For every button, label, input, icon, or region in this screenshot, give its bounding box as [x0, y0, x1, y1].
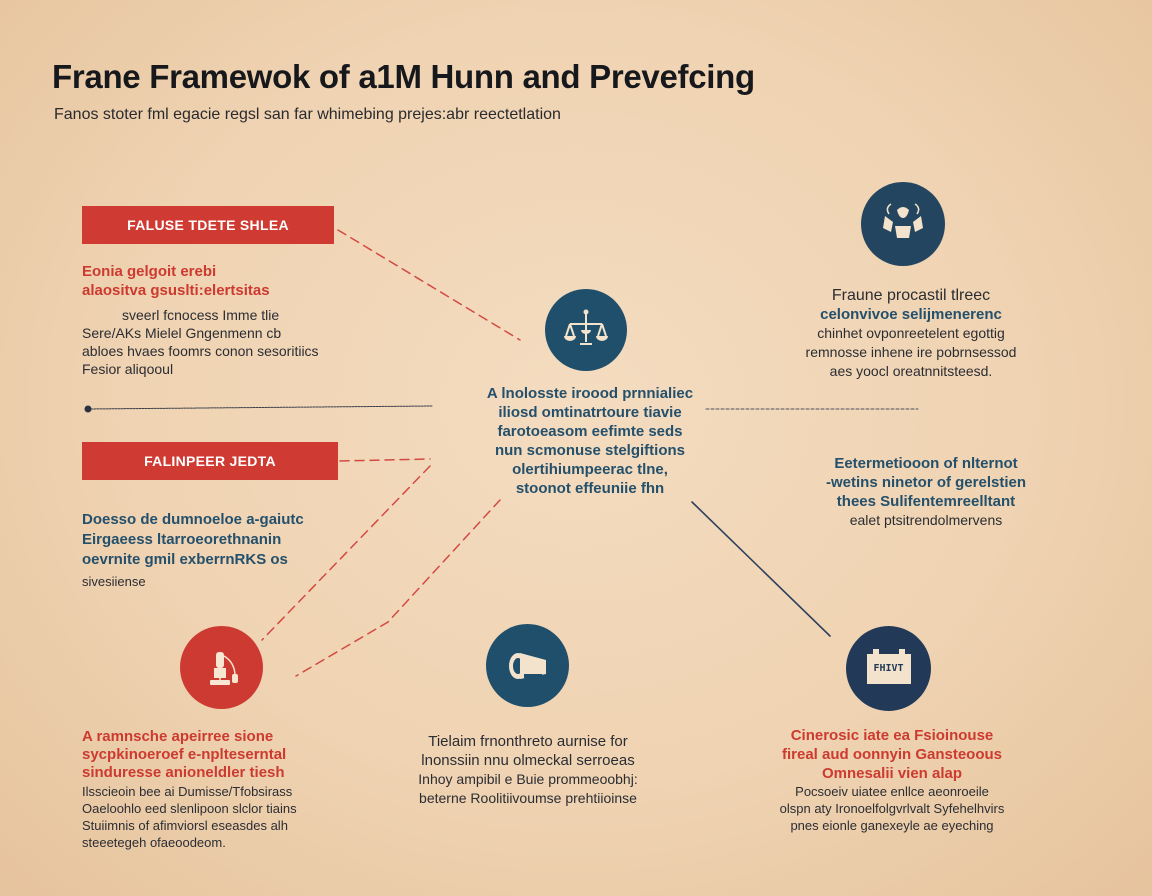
- right-middle-text-1: Eetermetiooon of nlternot: [834, 455, 1018, 472]
- left-top-heading-2: alaositva gsuslti:elertsitas: [82, 282, 270, 299]
- right-top-text-5: aes yoocl oreatnnitsteesd.: [829, 363, 993, 379]
- connector-top-left: [338, 230, 520, 340]
- bottom-right-heading-1: Cinerosic iate ea Fsioinouse: [790, 727, 994, 744]
- left-bottom-blue-1: Doesso de dumnoeloe a-gaiutc: [82, 511, 304, 528]
- left-top-body-4: Fesior aliqooul: [82, 361, 174, 377]
- center-text-line-3: farotoeasom eefimte seds: [497, 423, 683, 440]
- right-top-text-block: [780, 286, 1042, 381]
- scales-icon: [545, 289, 627, 371]
- right-top-text-1: Fraune procastil tlreec: [831, 287, 991, 304]
- right-top-text-2: celonvivoe selijmenerenc: [820, 306, 1002, 323]
- microphone-icon: [180, 626, 263, 709]
- right-middle-text-2: -wetins ninetor of gerelstien: [825, 474, 1027, 491]
- left-top-body-1: sveerl fcnocess Imme tlie: [122, 307, 280, 323]
- page-subtitle: Fanos stoter fml egacie regsl san far whimebing prejes:abr reectetlation: [54, 106, 561, 123]
- bottom-right-text-block: [756, 726, 1028, 834]
- badge-card: [867, 654, 911, 684]
- left-top-body-2: Sere/AKs Mielel Gngenmenn cb: [82, 325, 282, 341]
- bottom-center-text-3: Inhoy ampibil e Buie prommeoobhj:: [418, 771, 638, 787]
- bottom-left-body-1: Ilsscieoin bee ai Dumisse/Tfobsirass: [82, 784, 293, 799]
- bottom-right-body-3: pnes eionle ganexeyle ae eyeching: [790, 818, 994, 833]
- center-text-line-4: nun scmonuse stelgiftions: [494, 442, 686, 459]
- right-top-text-4: remnosse inhene ire pobrnsessod: [805, 344, 1017, 360]
- right-middle-text-block: [806, 454, 1046, 530]
- hands-icon: [861, 182, 945, 266]
- bottom-center-text-4: beterne Roolitiivoumse prehtiioinse: [419, 790, 637, 806]
- document-badge-icon: [846, 626, 931, 711]
- bottom-right-body-1: Pocsoeiv uiatee enllce aeonroeile: [795, 784, 989, 799]
- left-bottom-blue-2: Eirgaeess ltarroeorethnanin: [82, 531, 282, 548]
- center-text-line-6: stoonot effeuniie fhn: [515, 480, 665, 497]
- banner-top: FALUSE TDETE SHLEA: [82, 206, 334, 244]
- left-top-body-3: abloes hvaes foomrs conon sesoritiics: [82, 343, 319, 359]
- badge-label: FHIVT: [873, 663, 904, 674]
- banner-bottom: FALINPEER JEDTA: [82, 442, 338, 480]
- left-bottom-dark: sivesiiense: [82, 574, 146, 589]
- page-title: Frane Framewok of a1M Hunn and Prevefcing: [52, 58, 755, 95]
- bottom-right-heading-3: Omnesalii vien alap: [821, 765, 963, 782]
- bottom-center-text-block: [380, 732, 676, 808]
- bottom-left-body-2: Oaeloohlo eed slenlipoon slclor tiains: [82, 801, 297, 816]
- bottom-right-heading-2: fireal aud oonnyin Gansteoous: [781, 746, 1003, 763]
- bottom-left-heading-1: A ramnsche apeirree sione: [82, 728, 274, 745]
- right-middle-text-4: ealet ptsitrendolmervens: [849, 512, 1003, 528]
- megaphone-icon: [486, 624, 569, 707]
- connector-center-down: [296, 500, 500, 676]
- left-bottom-blue-3: oevrnite gmil exberrnRKS os: [82, 551, 288, 568]
- connector-dot: [85, 406, 92, 413]
- bottom-left-body-3: Stuiimnis of afimviorsl eseasdes alh: [82, 818, 288, 833]
- center-text-block: [440, 384, 740, 498]
- center-text-line-2: iliosd omtinatrtoure tiavie: [498, 404, 682, 421]
- bottom-left-body-4: steeetegeh ofaeoodeom.: [82, 835, 226, 850]
- bottom-right-body-2: olspn aty Ironoelfolgvrlvalt Syfehelhvirs: [779, 801, 1005, 816]
- bottom-left-heading-3: sinduresse anioneldler tiesh: [82, 764, 285, 781]
- center-text-line-1: A lnolosste iroood prnnialiec: [486, 385, 694, 402]
- right-middle-text-3: thees Sulifentemreelltant: [836, 493, 1016, 510]
- left-top-heading-1: Eonia gelgoit erebi: [82, 263, 217, 280]
- connector-banner-bottom: [340, 459, 430, 461]
- bottom-center-text-1: Tielaim frnonthreto aurnise for: [428, 733, 628, 750]
- bottom-center-text-2: lnonssiin nnu olmeckal serroeas: [421, 752, 635, 769]
- bottom-left-heading-2: sycpkinoeroef e-nplteserntal: [82, 746, 287, 763]
- connector-middle-left: [88, 406, 432, 409]
- center-text-line-5: olertihiumpeerac tlne,: [512, 461, 668, 478]
- right-top-text-3: chinhet ovponreetelent egottig: [817, 325, 1005, 341]
